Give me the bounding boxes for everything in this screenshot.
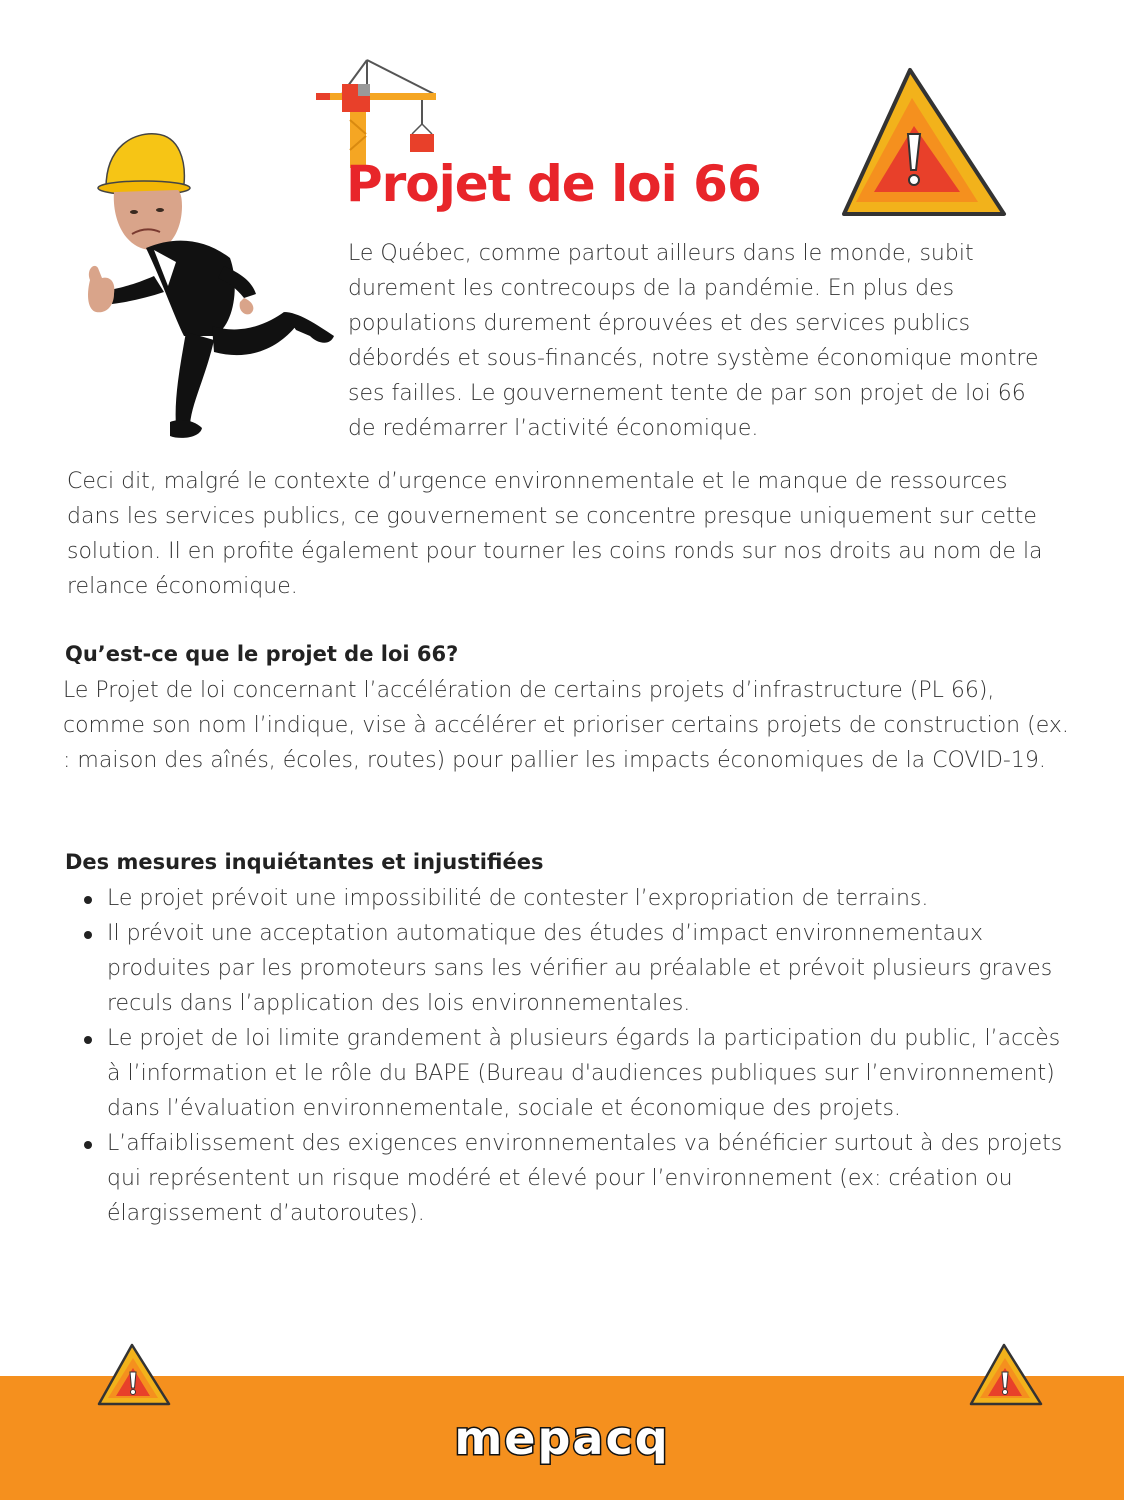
list-item: Il prévoit une acceptation automatique des études d’impact environnementaux produites par les promoteurs sans les vérifier au préalable et prévoit plusieurs graves reculs dans l’application des lois environnementales. — [107, 916, 1067, 1021]
context-paragraph: Ceci dit, malgré le contexte d’urgence environnementale et le manque de ressources dans les services publics, ce gouvernement se concentre presque uniquement sur cette solution. Il en profite également pour tourner les coins ronds sur nos droits au nom de la relance économique. — [67, 469, 1043, 599]
section-heading-what-is: Qu’est-ce que le projet de loi 66? — [65, 642, 459, 666]
page-title: Projet de loi 66 — [346, 155, 761, 213]
list-item: Le projet prévoit une impossibilité de contester l’expropriation de terrains. — [107, 881, 1067, 916]
warning-triangle-icon — [968, 1342, 1044, 1408]
section-heading-measures: Des mesures inquiétantes et injustifiées — [65, 850, 544, 874]
section-body-what-is: Le Projet de loi concernant l’accélération de certains projets d’infrastructure (PL 66), comme son nom l’indique, vise à accélérer et prioriser certains projets de construction (ex. : maison des aînés, écoles, routes) pour pallier les impacts économiques de la COVID-19. — [63, 678, 1069, 773]
warning-triangle-icon — [96, 1342, 172, 1408]
mepacq-logo: mepacq — [454, 1411, 670, 1465]
warning-triangle-icon — [838, 64, 1010, 220]
list-item: Le projet de loi limite grandement à plusieurs égards la participation du public, l’accès à l’information et le rôle du BAPE (Bureau d'audiences publiques sur l’environnement) dans l’évaluation environnementale, sociale et économique des projets. — [107, 1021, 1067, 1126]
intro-paragraph: Le Québec, comme partout ailleurs dans le monde, subit durement les contrecoups de la pandémie. En plus des populations durement éprouvées et des services publics débordés et sous-financés, notre système économique montre ses failles. Le gouvernement tente de par son projet de loi 66 de redémarrer l’activité économique. — [348, 241, 1039, 441]
construction-worker-illustration — [84, 126, 344, 446]
measures-list — [107, 881, 1067, 1231]
list-item: L’affaiblissement des exigences environnementales va bénéficier surtout à des projets qui représentent un risque modéré et élevé pour l’environnement (ex: création ou élargissement d’autoroutes). — [107, 1126, 1067, 1231]
